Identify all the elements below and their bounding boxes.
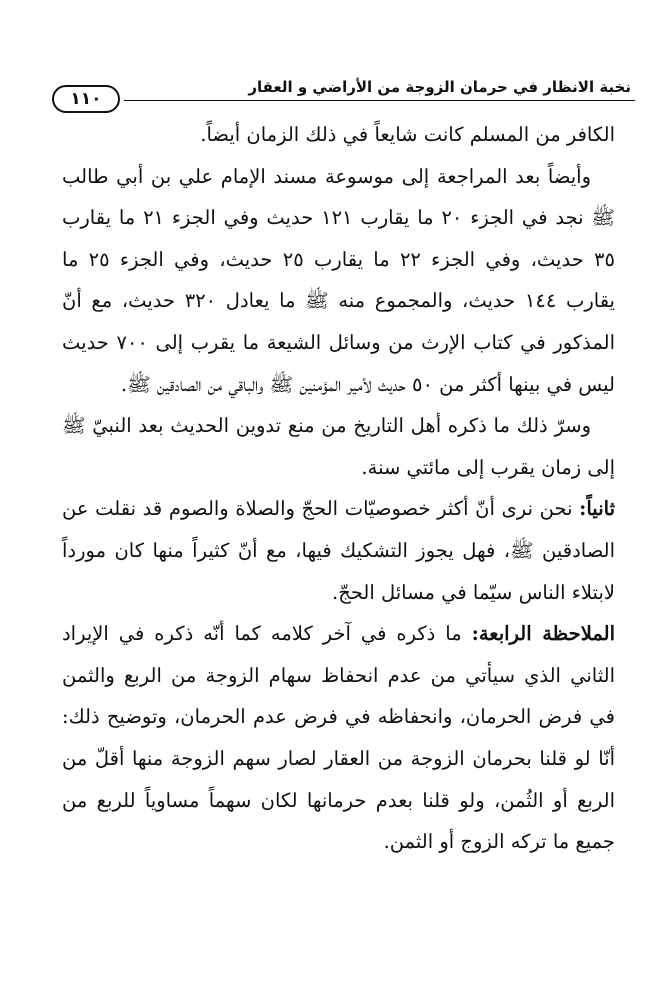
- paragraph-text: وأيضاً بعد المراجعة إلى موسوعة مسند الإمام علي بن أبي طالب ﷺ نجد في الجزء ٢٠ ما يقارب ١٢١ حديث وفي الجزء ٢١ ما يقارب ٣٥ حديث، وفي الجزء ٢٢ ما يقارب ٢٥ حديث، وفي الجزء ٢٥ ما يقارب ١٤٤ حديث، والمجموع منه ﷺ ما يعادل ٣٢٠ حديث، مع أنّ المذكور في كتاب الإرث من وسائل الشيعة ما يقرب إلى ٧٠٠ حديث ليس في بينها أكثر من ٥٠ حديث لأمير المؤمنين ﷺ والباقي من الصادقين ﷺ.: [62, 164, 615, 396]
- paragraph: [62, 613, 615, 863]
- paragraph-text: وسرّ ذلك ما ذكره أهل التاريخ من منع تدوين الحديث بعد النبيّ ﷺ إلى زمان يقرب إلى مائتي سنة.: [62, 414, 615, 479]
- paragraph: [62, 405, 615, 488]
- paragraph: [62, 114, 615, 156]
- paragraph-text: ما ذكره في آخر كلامه كما أنّه ذكره في الإيراد الثاني الذي سيأتي من عدم انحفاظ سهام الزوجة من الربع والثمن في فرض الحرمان، وانحفاظه في فرض عدم الحرمان، وتوضيح ذلك: أنّا لو قلنا بحرمان الزوجة من العقار لصار سهم الزوجة منها أقلّ من الربع أو الثُمن، ولو قلنا بعدم حرمانها لكان سهماً مساوياً للربع من جميع ما تركه الزوج أو الثمن.: [62, 622, 615, 854]
- page-number: ١١٠: [52, 85, 120, 113]
- paragraph: [62, 156, 615, 406]
- header-rule: [124, 100, 635, 101]
- paragraph-text: نحن نرى أنّ أكثر خصوصيّات الحجّ والصلاة والصوم قد نقلت عن الصادقين ﷺ، فهل يجوز التشكيك فيها، مع أنّ كثيراً منها كان مورداً لابتلاء الناس سيّما في مسائل الحجّ.: [62, 497, 615, 604]
- body-text: [62, 114, 615, 863]
- paragraph-text: الكافر من المسلم كانت شايعاً في ذلك الزمان أيضاً.: [200, 123, 615, 146]
- paragraph-lead: الملاحظة الرابعة:: [471, 622, 615, 646]
- page-header: [52, 70, 635, 110]
- running-title: نخبة الانظار في حرمان الزوجة من الأراضي و العقار: [248, 78, 631, 96]
- paragraph: [62, 488, 615, 613]
- paragraph-lead: ثانياً:: [579, 497, 615, 521]
